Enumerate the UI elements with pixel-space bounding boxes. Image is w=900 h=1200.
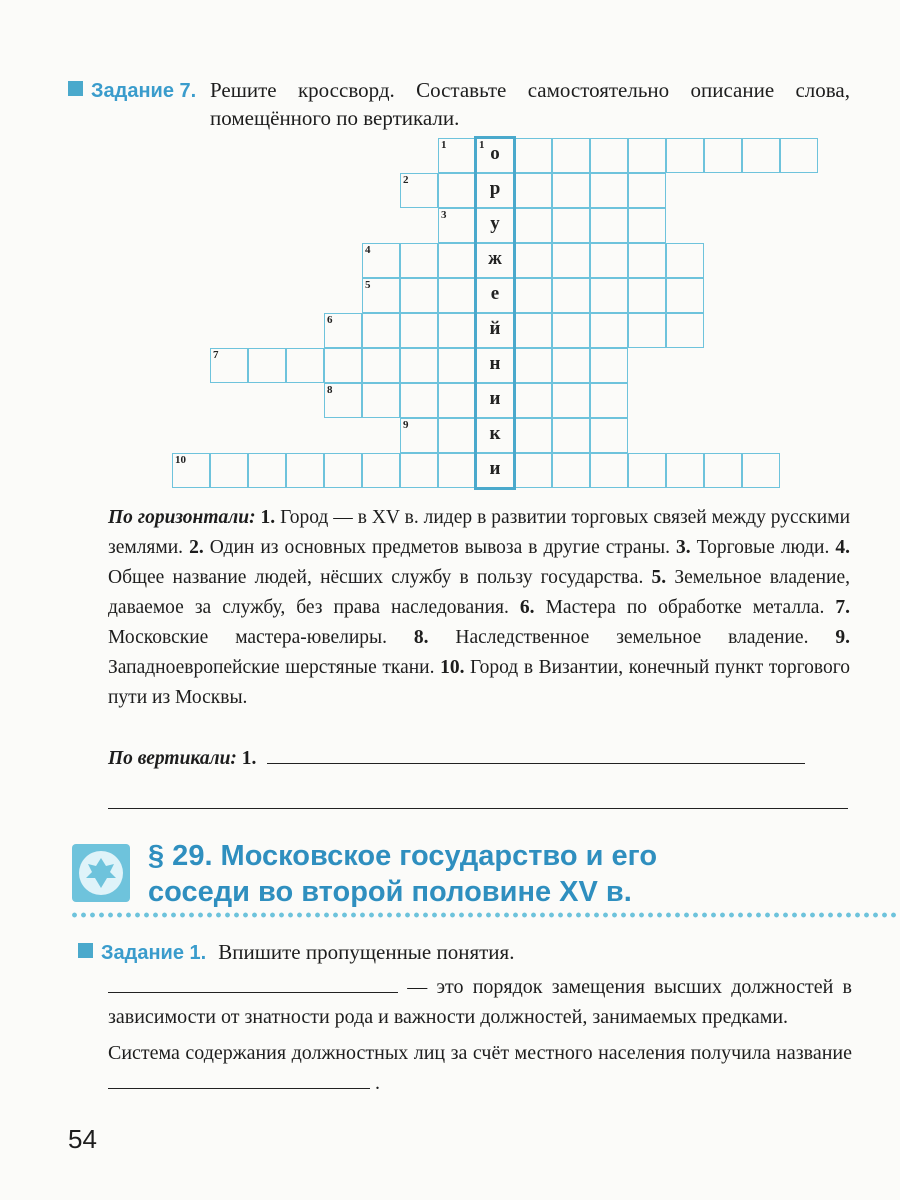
task1-header — [78, 938, 858, 967]
clue-number: 5. — [651, 567, 667, 588]
crossword-cell[interactable] — [742, 138, 780, 173]
answer-blank-1[interactable] — [108, 974, 398, 993]
clue-number-label: 4 — [365, 244, 371, 256]
crossword-cell[interactable] — [248, 453, 286, 488]
crossword-cell[interactable] — [590, 348, 628, 383]
clue-number-label: 7 — [213, 349, 219, 361]
crossword-cell[interactable] — [362, 243, 400, 278]
crossword-cell[interactable] — [248, 348, 286, 383]
vertical-letter: у — [490, 213, 500, 234]
crossword-cell[interactable] — [476, 243, 514, 278]
task1-label: Задание 1. — [101, 942, 207, 964]
vertical-clue — [108, 745, 850, 815]
vertical-answer-line-1[interactable] — [267, 745, 805, 764]
crossword-cell[interactable] — [514, 173, 552, 208]
crossword-cell[interactable] — [590, 173, 628, 208]
horizontal-clues — [108, 503, 850, 713]
crossword-cell[interactable] — [666, 313, 704, 348]
crossword-cell[interactable] — [666, 138, 704, 173]
crossword-cell[interactable] — [780, 138, 818, 173]
clue-number-label: 2 — [403, 174, 409, 186]
page-number: 54 — [68, 1124, 97, 1154]
sentence-1: — это порядок замещения высших должностей в зависимости от знатности рода и важности должностей, занимаемых предками. — [108, 976, 852, 1028]
crossword-cell[interactable] — [628, 278, 666, 313]
crossword-cell[interactable] — [476, 418, 514, 453]
crossword-cell[interactable] — [590, 208, 628, 243]
crossword-cell[interactable] — [438, 348, 476, 383]
clue-number: 4. — [835, 537, 850, 558]
crossword-cell[interactable] — [590, 313, 628, 348]
crossword-cell[interactable] — [362, 453, 400, 488]
crossword-cell[interactable] — [514, 348, 552, 383]
crossword-cell[interactable] — [590, 383, 628, 418]
crossword-cell[interactable] — [552, 383, 590, 418]
crossword-cell[interactable] — [552, 173, 590, 208]
crossword-cell[interactable] — [438, 138, 476, 173]
crossword-cell[interactable] — [552, 313, 590, 348]
chapter-title-line2: соседи во второй половине XV в. — [148, 876, 632, 908]
clue-text: Западноевропейские шерстяные ткани. — [108, 657, 441, 678]
crossword-cell[interactable] — [400, 418, 438, 453]
clue-text: Торговые люди. — [690, 537, 836, 558]
crossword-cell[interactable] — [476, 138, 514, 173]
vertical-number-label: 1 — [479, 139, 485, 151]
coat-of-arms-icon — [72, 844, 130, 902]
task1-instruction: Впишите пропущенные понятия. — [218, 940, 515, 964]
crossword-cell[interactable] — [476, 383, 514, 418]
crossword-cell[interactable] — [400, 278, 438, 313]
clue-number-label: 1 — [441, 139, 447, 151]
horizontal-heading: По горизонтали: — [108, 507, 256, 528]
clue-number: 2. — [189, 537, 204, 558]
crossword-cell[interactable] — [590, 418, 628, 453]
crossword-cell[interactable] — [400, 173, 438, 208]
crossword-cell[interactable] — [704, 138, 742, 173]
crossword-cell[interactable] — [552, 418, 590, 453]
clue-number: 9. — [835, 627, 850, 648]
clue-number: 10. — [440, 657, 465, 678]
crossword-cell[interactable] — [514, 453, 552, 488]
crossword-cell[interactable] — [628, 173, 666, 208]
crossword-cell[interactable] — [438, 173, 476, 208]
crossword-cell[interactable] — [400, 348, 438, 383]
crossword-cell[interactable] — [514, 138, 552, 173]
crossword-cell[interactable] — [552, 453, 590, 488]
crossword-cell[interactable] — [590, 138, 628, 173]
crossword-cell[interactable] — [286, 453, 324, 488]
crossword-cell[interactable] — [476, 348, 514, 383]
crossword-cell[interactable] — [324, 383, 362, 418]
clue-number: 6. — [519, 597, 535, 618]
vertical-letter: е — [490, 283, 500, 304]
clue-text: Мастера по обработке металла. — [534, 597, 836, 618]
clue-number-label: 6 — [327, 314, 333, 326]
crossword-cell[interactable] — [704, 453, 742, 488]
vertical-letter: н — [489, 353, 501, 374]
crossword-grid — [0, 0, 900, 500]
crossword-cell[interactable] — [438, 418, 476, 453]
crossword-cell[interactable] — [742, 453, 780, 488]
crossword-cell[interactable] — [552, 278, 590, 313]
crossword-cell[interactable] — [628, 243, 666, 278]
crossword-cell[interactable] — [628, 138, 666, 173]
crossword-cell[interactable] — [514, 208, 552, 243]
square-bullet-icon — [68, 81, 83, 96]
crossword-cell[interactable] — [590, 278, 628, 313]
crossword-cell[interactable] — [476, 278, 514, 313]
vertical-word-frame — [474, 136, 516, 490]
crossword-cell[interactable] — [438, 383, 476, 418]
crossword-cell[interactable] — [476, 208, 514, 243]
crossword-cell[interactable] — [552, 243, 590, 278]
vertical-letter: р — [489, 178, 501, 199]
task7-label: Задание 7. — [91, 80, 197, 102]
crossword-cell[interactable] — [400, 383, 438, 418]
vertical-letter: о — [490, 143, 500, 164]
answer-blank-2[interactable] — [108, 1070, 370, 1089]
crossword-cell[interactable] — [400, 243, 438, 278]
crossword-cell[interactable] — [362, 348, 400, 383]
crossword-cell[interactable] — [438, 453, 476, 488]
vertical-clue-number: 1. — [241, 748, 257, 769]
crossword-cell[interactable] — [362, 313, 400, 348]
crossword-cell[interactable] — [514, 278, 552, 313]
task1-body — [108, 972, 852, 1098]
crossword-cell[interactable] — [476, 313, 514, 348]
clue-number: 7. — [835, 597, 850, 618]
crossword-cell[interactable] — [400, 453, 438, 488]
crossword-cell[interactable] — [552, 208, 590, 243]
crossword-cell[interactable] — [590, 453, 628, 488]
clue-number-label: 5 — [365, 279, 371, 291]
clue-text: Город в Византии, конечный пункт торгового пути из Москвы. — [108, 657, 850, 708]
crossword-cell[interactable] — [210, 453, 248, 488]
crossword-cell[interactable] — [324, 313, 362, 348]
sentence-2-end: . — [375, 1072, 380, 1094]
vertical-letter: к — [489, 423, 501, 444]
clue-number-label: 3 — [441, 209, 447, 221]
crossword-cell[interactable] — [628, 208, 666, 243]
clue-text: Общее название людей, нёсших службу в пользу государства. — [108, 567, 652, 588]
crossword-cell[interactable] — [514, 243, 552, 278]
square-bullet-icon — [78, 943, 93, 958]
chapter-title-line1: § 29. Московское государство и его — [148, 840, 658, 872]
clue-number: 3. — [676, 537, 691, 558]
chapter-title — [148, 838, 868, 910]
vertical-letter: й — [489, 318, 501, 339]
vertical-letter: и — [489, 388, 501, 409]
clue-text: Один из основных предметов вывоза в другие страны. — [203, 537, 676, 558]
crossword-cell[interactable] — [476, 173, 514, 208]
vertical-heading: По вертикали: — [108, 748, 237, 769]
crossword-cell[interactable] — [666, 278, 704, 313]
vertical-letter: и — [489, 458, 501, 479]
crossword-cell[interactable] — [438, 313, 476, 348]
dotted-divider — [70, 912, 900, 918]
crossword-cell[interactable] — [210, 348, 248, 383]
vertical-answer-line-2[interactable] — [108, 790, 848, 809]
clue-number-label: 8 — [327, 384, 333, 396]
vertical-letter: ж — [488, 248, 502, 269]
crossword-cell[interactable] — [438, 243, 476, 278]
crossword-cell[interactable] — [286, 348, 324, 383]
crossword-cell[interactable] — [628, 453, 666, 488]
crossword-cell[interactable] — [400, 313, 438, 348]
crossword-cell[interactable] — [324, 453, 362, 488]
crossword-cell[interactable] — [362, 383, 400, 418]
clue-number-label: 9 — [403, 419, 409, 431]
clue-text: Земельное владение, даваемое за службу, без права наследования. — [108, 567, 851, 618]
clue-number-label: 10 — [175, 454, 186, 466]
crossword-cell[interactable] — [666, 243, 704, 278]
crossword-cell[interactable] — [438, 208, 476, 243]
sentence-2: Система содержания должностных лиц за счёт местного населения получила название — [108, 1042, 852, 1064]
task7-instruction: Решите кроссворд. Составьте самостоятельно описание слова, помещённого по вертикали. — [210, 78, 850, 130]
crossword-cell[interactable] — [362, 278, 400, 313]
crossword-cell[interactable] — [438, 278, 476, 313]
crossword-cell[interactable] — [552, 138, 590, 173]
clue-list — [108, 507, 850, 708]
crossword-cell[interactable] — [514, 313, 552, 348]
crossword-cell[interactable] — [590, 243, 628, 278]
clue-number: 8. — [413, 627, 429, 648]
clue-text: Московские мастера-ювелиры. — [108, 627, 414, 648]
crossword-cell[interactable] — [666, 453, 704, 488]
crossword-cell[interactable] — [514, 418, 552, 453]
crossword-cell[interactable] — [476, 453, 514, 488]
clue-text: Наследственное земельное владение. — [428, 627, 836, 648]
crossword-cell[interactable] — [552, 348, 590, 383]
clue-number: 1. — [255, 507, 276, 528]
crossword-cell[interactable] — [514, 383, 552, 418]
crossword-cell[interactable] — [324, 348, 362, 383]
clue-text: Город — в XV в. лидер в развитии торговых связей между русскими землями. — [108, 507, 851, 558]
crossword-cell[interactable] — [628, 313, 666, 348]
crossword-cell[interactable] — [172, 453, 210, 488]
